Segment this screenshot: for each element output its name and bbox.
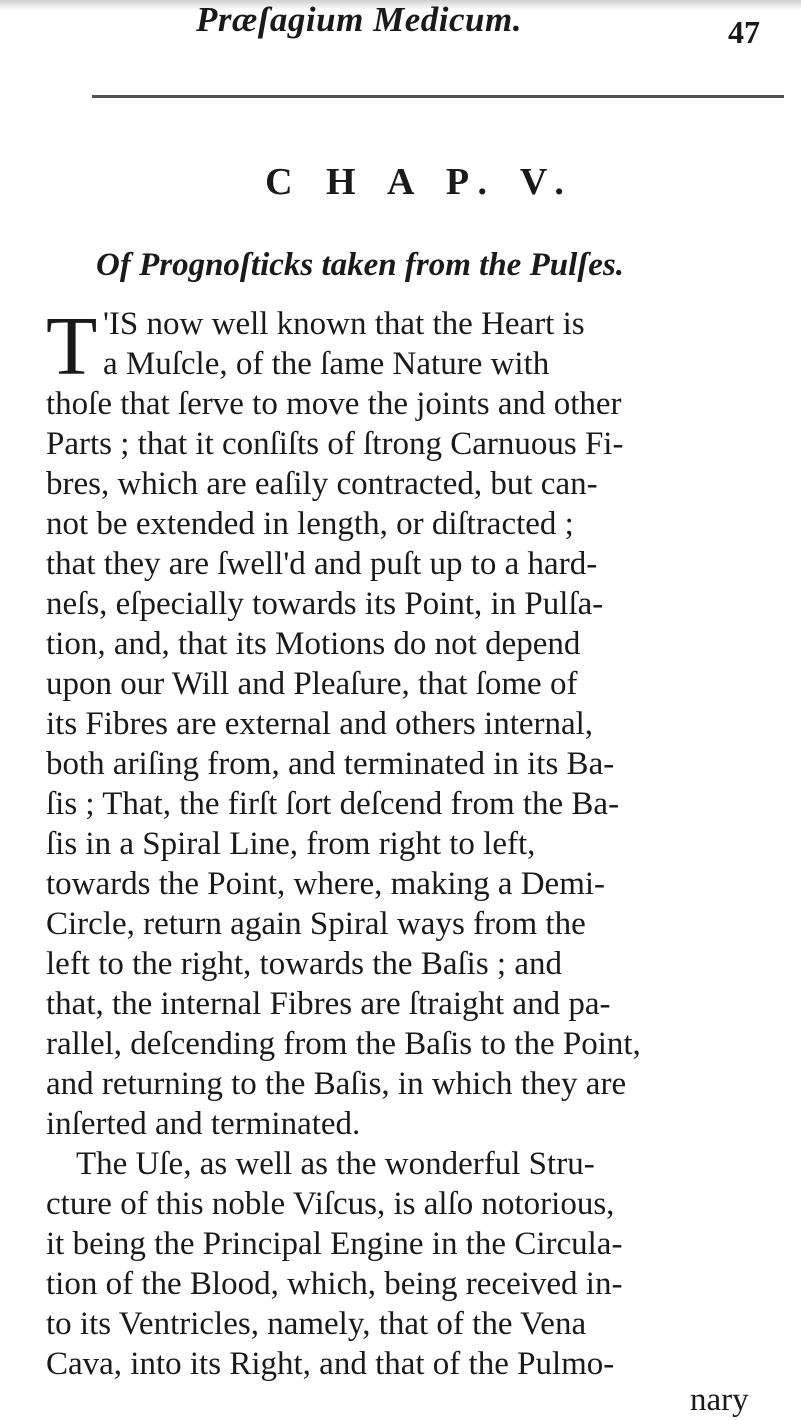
text-line: not be extended in length, or diſtracted ;	[46, 506, 574, 542]
chapter-heading: C H A P. V.	[265, 161, 576, 203]
text-line: The Uſe, as well as the wonderful Stru-	[76, 1146, 595, 1182]
text-line: it being the Principal Engine in the Circula-	[46, 1226, 623, 1262]
running-head: Præſagium Medicum.	[196, 0, 522, 39]
text-line: left to the right, towards the Baſis ; and	[46, 946, 562, 982]
text-line: cture of this noble Viſcus, is alſo notorious,	[46, 1186, 615, 1222]
text-line: rallel, deſcending from the Baſis to the Point,	[46, 1026, 641, 1062]
text-line: inſerted and terminated.	[46, 1106, 361, 1142]
text-line: thoſe that ſerve to move the joints and other	[46, 386, 622, 422]
text-line: to its Ventricles, namely, that of the Vena	[46, 1306, 587, 1342]
header-rule	[92, 95, 784, 98]
text-line: ſis in a Spiral Line, from right to left,	[46, 826, 536, 862]
text-line: tion, and, that its Motions do not depend	[46, 626, 581, 662]
text-line: tion of the Blood, which, being received in-	[46, 1266, 623, 1302]
catchword: nary	[690, 1382, 749, 1418]
text-line: 'IS now well known that the Heart is	[103, 306, 585, 342]
text-line: Circle, return again Spiral ways from the	[46, 906, 586, 942]
text-line: Cava, into its Right, and that of the Pulmo-	[46, 1346, 615, 1382]
text-line: ſis ; That, the firſt ſort deſcend from the Ba-	[46, 786, 620, 822]
text-line: a Muſcle, of the ſame Nature with	[103, 346, 550, 382]
text-line: Parts ; that it conſiſts of ſtrong Carnuous Fi-	[46, 426, 624, 462]
text-line: its Fibres are external and others internal,	[46, 706, 594, 742]
text-line: both ariſing from, and terminated in its Ba-	[46, 746, 615, 782]
text-line: towards the Point, where, making a Demi-	[46, 866, 606, 902]
text-line: that, the internal Fibres are ſtraight and pa-	[46, 986, 611, 1022]
text-line: neſs, eſpecially towards its Point, in Pulſa-	[46, 586, 604, 622]
text-line: that they are ſwell'd and puſt up to a hard-	[46, 546, 598, 582]
text-line: and returning to the Baſis, in which they are	[46, 1066, 627, 1102]
text-line: bres, which are eaſily contracted, but can-	[46, 466, 598, 502]
text-line: upon our Will and Pleaſure, that ſome of	[46, 666, 578, 702]
page-number: 47	[728, 14, 760, 50]
drop-cap: T	[46, 300, 98, 393]
chapter-title: Of Prognoſticks taken from the Pulſes.	[96, 247, 624, 283]
